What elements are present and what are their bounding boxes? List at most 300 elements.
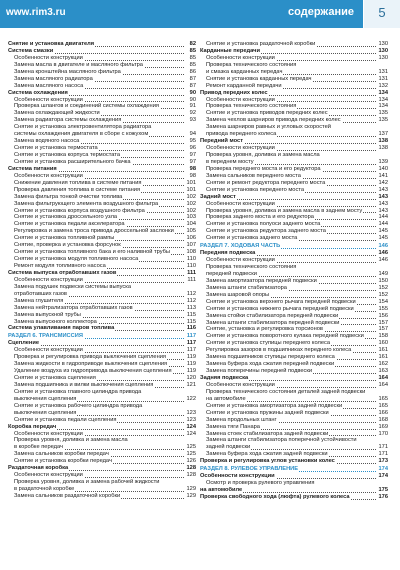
toc-section-heading bbox=[8, 333, 196, 340]
toc-page-number: 113 bbox=[186, 304, 196, 311]
toc-entry-title: передней подвески bbox=[200, 271, 258, 277]
toc-entry-title: Снятие и установка расширительного бачка bbox=[8, 159, 132, 165]
toc-entry-title: Сцепление bbox=[8, 340, 39, 347]
toc-entry bbox=[200, 285, 388, 292]
toc-entry bbox=[200, 214, 388, 221]
toc-page-number: 175 bbox=[378, 487, 388, 493]
toc-entry bbox=[200, 69, 388, 76]
toc-entry bbox=[8, 201, 196, 208]
toc-entry bbox=[200, 417, 388, 424]
toc-page-number: 101 bbox=[186, 179, 196, 186]
toc-entry bbox=[8, 403, 196, 410]
toc-page-number: 115 bbox=[186, 318, 196, 325]
toc-page-number: 131 bbox=[378, 68, 388, 75]
toc-entry-title: Проверка технического состояния bbox=[200, 103, 297, 109]
toc-entry-title: Замена тяги Панара bbox=[200, 424, 261, 430]
toc-heading bbox=[200, 458, 388, 465]
toc-entry-title: Замена радиатора системы охлаждения bbox=[8, 117, 122, 123]
toc-entry bbox=[200, 299, 388, 306]
toc-page-number: 102 bbox=[186, 200, 196, 207]
toc-entry-title: Замена подшипника и вилки выключения сцепления bbox=[8, 382, 154, 388]
toc-page-number: 121 bbox=[186, 381, 196, 388]
toc-entry-title: Снятие и установка сцепления bbox=[8, 375, 97, 381]
toc-entry bbox=[8, 249, 196, 256]
toc-entry bbox=[8, 361, 196, 368]
toc-entry-title: Замена масляного радиатора bbox=[8, 76, 94, 82]
toc-entry-title: Особенности конструкции bbox=[8, 347, 84, 353]
toc-entry-title: Особенности конструкции bbox=[200, 473, 275, 480]
toc-entry bbox=[200, 396, 388, 403]
toc-entry-title: Снятие, установка и регулировка торсионов bbox=[200, 326, 324, 332]
toc-heading bbox=[8, 48, 196, 55]
toc-entry-title: Замена масляного насоса bbox=[8, 83, 84, 89]
toc-entry-title: Особенности конструкции bbox=[200, 97, 276, 103]
toc-entry-title: Ремонт карданной передачи bbox=[200, 83, 283, 89]
toc-entry bbox=[8, 69, 196, 76]
toc-entry-title: Снятие и установка поворотного кулака передней подвески bbox=[200, 333, 365, 339]
toc-page-number: 152 bbox=[378, 284, 388, 291]
toc-entry bbox=[8, 55, 196, 62]
toc-entry bbox=[200, 271, 388, 278]
toc-entry-title: Замена сальников коробки передач bbox=[8, 451, 110, 457]
toc-page-number: 129 bbox=[186, 492, 196, 499]
toc-entry bbox=[200, 257, 388, 264]
toc-entry-title: Снятие и установка корпуса термостата bbox=[8, 152, 121, 158]
toc-entry bbox=[200, 201, 388, 208]
toc-entry-title: Снятие и ремонт редуктора переднего моста bbox=[200, 180, 326, 186]
toc-entry-title: Ремонт модуля топливного насоса bbox=[8, 263, 107, 269]
toc-page-number: 116 bbox=[186, 325, 196, 332]
toc-entry bbox=[200, 306, 388, 313]
toc-right-column bbox=[200, 41, 388, 501]
toc-entry bbox=[200, 235, 388, 242]
toc-entry bbox=[8, 152, 196, 159]
toc-entry-title: Проверка технического состояния bbox=[200, 62, 297, 68]
toc-entry-title: Снятие и установка рабочего цилиндра привода bbox=[8, 403, 143, 409]
toc-entry bbox=[8, 298, 196, 305]
toc-page-number: 157 bbox=[378, 319, 388, 326]
toc-page-number: 143 bbox=[378, 193, 388, 200]
toc-page-number: 111 bbox=[187, 276, 196, 283]
toc-page-number: 129 bbox=[186, 486, 196, 492]
toc-heading bbox=[8, 270, 196, 277]
toc-entry-title: Особенности конструкции bbox=[200, 257, 276, 263]
toc-entry-title: Проверка шлангов и соединений системы охлаждения bbox=[8, 103, 160, 109]
toc-entry bbox=[200, 83, 388, 90]
toc-entry-title: Снятие и установка раздаточной коробки bbox=[200, 41, 316, 47]
toc-entry-title: Передняя подвеска bbox=[200, 250, 256, 257]
toc-entry bbox=[8, 437, 196, 444]
toc-page-number: 140 bbox=[378, 165, 388, 172]
toc-entry bbox=[8, 83, 196, 90]
toc-page-number: 125 bbox=[186, 451, 196, 458]
toc-entry bbox=[200, 340, 388, 347]
toc-heading bbox=[8, 340, 196, 347]
toc-heading bbox=[200, 494, 388, 501]
page-number-box bbox=[363, 0, 400, 28]
toc-entry-title: Проверка и регулировка углов установки колес bbox=[200, 458, 335, 465]
toc-entry bbox=[200, 159, 388, 166]
toc-page-number: 161 bbox=[378, 347, 388, 354]
toc-page-number: 128 bbox=[186, 465, 196, 472]
toc-entry-title: в переднем мосту bbox=[200, 159, 255, 165]
toc-entry bbox=[200, 173, 388, 180]
toc-page-number: 123 bbox=[186, 409, 196, 416]
toc-entry-title: Проверка уровня, доливка и замена масла bbox=[200, 152, 321, 158]
toc-page-number: 120 bbox=[186, 375, 196, 381]
toc-page-number: 146 bbox=[378, 250, 388, 257]
toc-entry bbox=[8, 382, 196, 389]
toc-entry bbox=[8, 228, 196, 235]
toc-entry bbox=[8, 417, 196, 424]
toc-entry-title: РАЗДЕЛ 6. ТРАНСМИССИЯ bbox=[8, 333, 83, 340]
toc-page-number: 106 bbox=[186, 235, 196, 242]
toc-entry bbox=[200, 313, 388, 320]
toc-entry-title: Особенности конструкции bbox=[8, 277, 84, 283]
toc-page-number: 104 bbox=[186, 221, 196, 228]
toc-entry-title: Снятие и установка топливной рампы bbox=[8, 235, 115, 241]
toc-entry-title: Замена штанги стабилизатора bbox=[200, 285, 288, 291]
toc-entry bbox=[200, 333, 388, 340]
page-number: 5 bbox=[378, 5, 386, 20]
toc-entry bbox=[8, 389, 196, 396]
toc-page-number: 146 bbox=[378, 257, 388, 264]
toc-entry bbox=[8, 117, 196, 124]
toc-page-number: 143 bbox=[378, 207, 388, 214]
toc-page-number: 134 bbox=[378, 89, 388, 96]
toc-entry bbox=[8, 354, 196, 361]
toc-entry-title: и смазка карданных передач bbox=[200, 69, 283, 75]
toc-page-number: 145 bbox=[378, 235, 388, 242]
toc-entry-title: Особенности конструкции bbox=[200, 55, 276, 61]
toc-entry-title: Привод передних колес bbox=[200, 89, 268, 96]
toc-heading bbox=[200, 90, 388, 97]
toc-entry bbox=[8, 305, 196, 312]
toc-heading bbox=[200, 487, 388, 494]
toc-entry-title: Проверка технического состояния bbox=[200, 264, 297, 270]
toc-entry-title: Снятие и установка переднего моста bbox=[200, 187, 305, 193]
toc-entry bbox=[200, 76, 388, 83]
toc-page-number: 90 bbox=[189, 96, 196, 103]
toc-page-number: 144 bbox=[378, 221, 388, 228]
toc-page-number: 141 bbox=[378, 172, 388, 179]
toc-entry bbox=[8, 214, 196, 221]
toc-page-number: 130 bbox=[378, 47, 388, 54]
toc-entry-title: Снятие и установка карданных передач bbox=[200, 76, 312, 82]
toc-entry-title: Осмотр и проверка рулевого управления bbox=[200, 480, 316, 486]
toc-heading bbox=[200, 250, 388, 257]
toc-entry bbox=[200, 424, 388, 431]
toc-entry-title: Снятие и установка педали сцепления bbox=[8, 417, 117, 423]
toc-entry-title: Снятие и установка полуоси заднего моста bbox=[200, 221, 321, 227]
toc-entry-title: Замена подушек подвески системы выпуска bbox=[8, 284, 132, 290]
toc-page-number: 138 bbox=[378, 138, 388, 145]
toc-entry bbox=[8, 110, 196, 117]
toc-page-number: 149 bbox=[378, 270, 388, 277]
toc-entry-title: Замена кронштейна масляного фильтра bbox=[8, 69, 122, 75]
toc-entry bbox=[8, 138, 196, 145]
toc-entry-title: Замена нейтрализатора отработавших газов bbox=[8, 305, 134, 311]
toc-entry-title: Замена чехлов шарниров привода передних колес bbox=[200, 117, 342, 123]
toc-entry bbox=[200, 403, 388, 410]
toc-heading bbox=[200, 48, 388, 55]
toc-heading bbox=[8, 465, 196, 472]
toc-entry bbox=[8, 173, 196, 180]
toc-heading bbox=[200, 473, 388, 480]
toc-entry-title: Снятие и установка коробки передач bbox=[8, 458, 113, 464]
toc-entry-title: Замена глушителя bbox=[8, 298, 64, 304]
toc-entry-title: Снятие и установка топливного бака и его наливной трубы bbox=[8, 249, 171, 255]
toc-page-number: 154 bbox=[378, 298, 388, 305]
toc-entry-title: Система охлаждения bbox=[8, 89, 68, 96]
toc-page-number: 112 bbox=[186, 290, 196, 297]
toc-entry-title: Замена фильтра тонкой очистки топлива bbox=[8, 194, 123, 200]
toc-entry bbox=[8, 472, 196, 479]
toc-entry bbox=[8, 180, 196, 187]
toc-page-number: 137 bbox=[378, 131, 388, 138]
toc-page-number: 166 bbox=[378, 409, 388, 416]
toc-entry-title: привода переднего колеса bbox=[200, 131, 277, 137]
toc-entry bbox=[8, 208, 196, 215]
toc-page-number: 156 bbox=[378, 312, 388, 319]
toc-page-number: 171 bbox=[378, 451, 388, 458]
toc-entry-title: Проверка заднего моста и его редуктора bbox=[200, 214, 315, 220]
toc-entry bbox=[200, 124, 388, 131]
toc-page-number: 126 bbox=[186, 458, 196, 465]
toc-page-number: 130 bbox=[378, 41, 388, 47]
toc-page-number: 143 bbox=[378, 186, 388, 193]
toc-entry-title: Задний мост bbox=[200, 193, 236, 200]
toc-entry-title: Задняя подвеска bbox=[200, 375, 249, 381]
toc-entry-title: Карданные передачи bbox=[200, 47, 260, 54]
toc-entry bbox=[200, 264, 388, 271]
toc-entry-title: на автомобиле bbox=[200, 487, 243, 493]
toc-entry bbox=[200, 208, 388, 215]
toc-entry-title: Снятие и установка термостата bbox=[8, 145, 99, 151]
toc-entry-title: отработавших газов bbox=[8, 291, 68, 297]
toc-entry bbox=[8, 396, 196, 403]
toc-page-number: 102 bbox=[186, 207, 196, 214]
toc-page-number: 128 bbox=[186, 472, 196, 479]
section-title: содержание bbox=[288, 6, 354, 18]
toc-entry-title: Снятие и установка верхнего рычага передней подвески bbox=[200, 299, 357, 305]
toc-page-number: 117 bbox=[186, 333, 196, 340]
toc-entry bbox=[200, 187, 388, 194]
toc-heading bbox=[8, 325, 196, 332]
toc-entry-title: Замена водяного насоса bbox=[8, 138, 80, 144]
toc-entry-title: Снятие и установка главного цилиндра привода bbox=[8, 389, 142, 395]
toc-entry-title: Замена продольных штанг bbox=[200, 417, 278, 423]
toc-entry-title: Замена буфера хода сжатия передней подвески bbox=[200, 361, 335, 367]
toc-page-number: 110 bbox=[186, 263, 196, 269]
toc-entry-title: Снятие и установка нижнего рычага передней подвески bbox=[200, 306, 355, 312]
toc-page-number: 117 bbox=[186, 340, 196, 347]
toc-entry bbox=[200, 228, 388, 235]
toc-entry bbox=[200, 444, 388, 451]
toc-entry bbox=[200, 382, 388, 389]
toc-entry-title: Особенности конструкции bbox=[8, 173, 84, 179]
toc-page-number: 111 bbox=[187, 269, 196, 276]
toc-page-number: 173 bbox=[378, 458, 388, 465]
site-url[interactable]: www.rim3.ru bbox=[6, 7, 66, 18]
toc-entry bbox=[200, 480, 388, 487]
toc-entry bbox=[200, 354, 388, 361]
toc-page-number: 157 bbox=[378, 326, 388, 333]
toc-entry bbox=[200, 180, 388, 187]
toc-entry-title: Удаление воздуха из гидропривода выключения сцепления bbox=[8, 368, 173, 374]
toc-entry bbox=[8, 97, 196, 104]
toc-heading bbox=[8, 166, 196, 173]
toc-entry-title: Замена шаровой опоры bbox=[200, 292, 270, 298]
toc-entry bbox=[200, 117, 388, 124]
toc-entry bbox=[200, 278, 388, 285]
toc-entry-title: Проверка свободного хода (люфта) рулевого колеса bbox=[200, 493, 350, 500]
toc-page-number: 108 bbox=[186, 249, 196, 256]
toc-page-number: 97 bbox=[189, 152, 196, 158]
toc-page-number: 85 bbox=[189, 61, 196, 68]
toc-entry bbox=[8, 76, 196, 83]
toc-entry bbox=[8, 375, 196, 382]
toc-entry-title: системы охлаждения двигателя в сборе с кожухом bbox=[8, 131, 149, 137]
toc-page-number: 125 bbox=[186, 444, 196, 451]
toc-entry bbox=[200, 152, 388, 159]
toc-entry bbox=[8, 277, 196, 284]
toc-entry-title: Замена шарниров равных и угловых скоростей bbox=[200, 124, 332, 130]
toc-entry-title: Снятие и установка амортизатора задней подвески bbox=[200, 403, 343, 409]
toc-entry-title: Замена штанги стабилизатора поперечной устойчивости bbox=[200, 437, 358, 443]
toc-page-number: 135 bbox=[378, 117, 388, 124]
toc-page-number: 162 bbox=[378, 361, 388, 368]
toc-entry-title: Коробка передач bbox=[8, 423, 57, 430]
toc-entry-title: Снятие и установка пружины задней подвески bbox=[200, 410, 330, 416]
toc-entry bbox=[8, 194, 196, 201]
toc-entry-title: Замена сальников переднего моста bbox=[200, 173, 302, 179]
toc-entry-title: Замена поперечины передней подвески bbox=[200, 368, 313, 374]
toc-entry bbox=[8, 159, 196, 166]
toc-page-number: 134 bbox=[378, 103, 388, 110]
toc-page-number: 117 bbox=[186, 347, 196, 354]
toc-heading bbox=[8, 424, 196, 431]
toc-page-number: 123 bbox=[186, 416, 196, 423]
toc-entry bbox=[200, 437, 388, 444]
toc-entry-title: Снятие и установка модуля топливного насоса bbox=[8, 256, 139, 262]
toc-page-number: 171 bbox=[378, 444, 388, 451]
toc-page-number: 115 bbox=[186, 311, 196, 318]
toc-page-number: 103 bbox=[186, 214, 196, 221]
toc-section-heading bbox=[200, 243, 388, 250]
toc-page-number: 150 bbox=[378, 277, 388, 284]
toc-entry-title: Особенности конструкции bbox=[8, 472, 84, 478]
toc-entry bbox=[200, 347, 388, 354]
toc-entry-title: Проверка уровня, доливка и замена рабочей жидкости bbox=[8, 479, 160, 485]
toc-page-number: 155 bbox=[378, 305, 388, 312]
toc-entry-title: Замена амортизатора передней подвески bbox=[200, 278, 318, 284]
toc-entry-title: Замена охлаждающей жидкости bbox=[8, 110, 101, 116]
toc-entry-title: Снятие и установка педали акселератора bbox=[8, 221, 126, 227]
toc-page-number: 86 bbox=[189, 68, 196, 75]
toc-page-number: 102 bbox=[186, 193, 196, 200]
toc-entry bbox=[8, 312, 196, 319]
toc-left-column bbox=[8, 41, 196, 500]
toc-page-number: 95 bbox=[189, 138, 196, 145]
toc-entry bbox=[8, 458, 196, 465]
toc-page-number: 107 bbox=[186, 242, 196, 249]
toc-heading bbox=[200, 138, 388, 145]
toc-page-number: 122 bbox=[186, 395, 196, 402]
toc-entry-title: Передний мост bbox=[200, 138, 243, 145]
toc-entry-title: Особенности конструкции bbox=[200, 201, 276, 207]
toc-entry-title: Снятие и установка дроссельного узла bbox=[8, 214, 118, 220]
toc-entry bbox=[200, 320, 388, 327]
toc-entry bbox=[8, 368, 196, 375]
toc-page-number: 87 bbox=[189, 75, 196, 82]
toc-entry-title: РАЗДЕЛ 7. ХОДОВАЯ ЧАСТЬ bbox=[200, 243, 281, 250]
toc-heading bbox=[8, 41, 196, 48]
toc-page-number: 97 bbox=[189, 158, 196, 165]
toc-entry bbox=[200, 221, 388, 228]
toc-entry-title: Снятие и установка корпуса воздушного фильтра bbox=[8, 208, 146, 214]
toc-entry-title: Проверка уровня, доливка и замена масла в заднем мосту bbox=[200, 208, 363, 214]
toc-page-number: 93 bbox=[189, 117, 196, 124]
toc-page-number: 139 bbox=[378, 158, 388, 165]
toc-entry bbox=[200, 131, 388, 138]
toc-page-number: 105 bbox=[186, 228, 196, 235]
toc-page-number: 112 bbox=[186, 297, 196, 304]
toc-page-number: 174 bbox=[378, 466, 388, 473]
toc-entry bbox=[8, 444, 196, 451]
toc-page-number: 145 bbox=[378, 228, 388, 235]
toc-entry-title: Раздаточная коробка bbox=[8, 465, 69, 472]
toc-entry bbox=[200, 361, 388, 368]
toc-entry-title: Особенности конструкции bbox=[8, 55, 84, 61]
toc-entry-title: выключения сцепления bbox=[8, 396, 77, 402]
toc-page-number: 124 bbox=[186, 430, 196, 437]
toc-entry-title: Система улавливания паров топлива bbox=[8, 325, 115, 332]
toc-heading bbox=[200, 375, 388, 382]
toc-entry-title: Снятие и установка электровентилятора радиатора bbox=[8, 124, 152, 130]
toc-page-number: 134 bbox=[378, 96, 388, 103]
toc-heading bbox=[200, 194, 388, 201]
toc-entry-title: Регулировка зазоров в подшипниках переднего колеса bbox=[200, 347, 352, 353]
toc-entry bbox=[8, 347, 196, 354]
toc-page-number: 96 bbox=[189, 145, 196, 152]
toc-page-number: 119 bbox=[186, 361, 196, 368]
toc-page-number: 124 bbox=[186, 423, 196, 430]
toc-entry-title: Снятие и установка двигателя bbox=[8, 41, 95, 47]
toc-entry bbox=[200, 389, 388, 396]
toc-entry-title: Замена стойки стабилизатора передней подвески bbox=[200, 313, 339, 319]
toc-page-number: 143 bbox=[378, 200, 388, 207]
toc-entry bbox=[8, 221, 196, 228]
toc-page-number: 164 bbox=[378, 381, 388, 388]
toc-entry bbox=[8, 145, 196, 152]
toc-page-number: 163 bbox=[378, 368, 388, 375]
toc-entry bbox=[8, 124, 196, 131]
toc-page-number: 85 bbox=[189, 47, 196, 54]
toc-entry bbox=[200, 431, 388, 438]
toc-page-number: 158 bbox=[378, 333, 388, 340]
toc-page-number: 168 bbox=[378, 416, 388, 423]
toc-page-number: 82 bbox=[189, 41, 196, 47]
toc-entry-title: задней подвески bbox=[200, 444, 251, 450]
toc-entry-title: Проверка давления топлива в системе питания bbox=[8, 187, 141, 193]
toc-entry bbox=[8, 451, 196, 458]
toc-entry bbox=[8, 235, 196, 242]
toc-page-number: 90 bbox=[189, 89, 196, 96]
toc-entry bbox=[8, 486, 196, 493]
toc-entry bbox=[8, 291, 196, 298]
toc-page-number: 98 bbox=[189, 165, 196, 172]
